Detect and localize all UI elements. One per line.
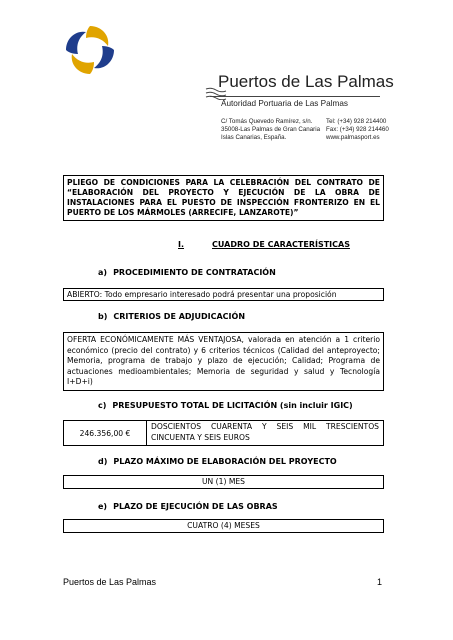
section-letter: d) — [98, 457, 108, 466]
logo-swirl-gold-top — [86, 26, 108, 46]
budget-amount-words: DOSCIENTOS CUARENTA Y SEIS MIL TRESCIENTOS CINCUENTA Y SEIS EUROS — [151, 422, 379, 442]
logo-swirl-gold-bottom — [72, 54, 94, 74]
contact-fax: Fax: (+34) 928 214460 — [326, 126, 389, 134]
wave-lines-decoration — [205, 86, 227, 100]
section-label: PRESUPUESTO TOTAL DE LICITACIÓN (sin incluir IGIC) — [112, 401, 353, 410]
section-a-heading — [98, 268, 276, 277]
logo-swirl-blue-left — [66, 32, 86, 54]
footer-org: Puertos de Las Palmas — [63, 577, 157, 587]
port-authority-logo — [62, 22, 118, 78]
section-heading-main — [178, 240, 350, 249]
budget-box — [63, 420, 384, 446]
procedure-box: ABIERTO: Todo empresario interesado podrá presentar una proposición — [63, 288, 384, 301]
budget-amount: 246.356,00 € — [64, 421, 147, 445]
contact-phone: Tel: (+34) 928 214400 — [326, 118, 387, 125]
logo-swirl-blue-right — [94, 46, 114, 68]
address-line: 35008-Las Palmas de Gran Canaria — [221, 126, 321, 134]
section-e-heading — [98, 502, 278, 511]
document-title: PLIEGO DE CONDICIONES PARA LA CELEBRACIÓN DEL CONTRATO DE “ELABORACIÓN DEL PROYECTO Y EJECUCIÓN DE LA OBRA DE INSTALACIONES PARA EL PUESTO DE INSPECCIÓN FRONTERIZO EN EL PUERTO DE LOS MÁRMOLES (ARRECIFE, LANZAROTE)” — [63, 175, 384, 221]
execution-deadline-box: CUATRO (4) MESES — [63, 519, 384, 533]
award-criteria-box: OFERTA ECONÓMICAMENTE MÁS VENTAJOSA, valorada en atención a 1 criterio económico (precio del contrato) y 6 criterios técnicos (Calidad del anteproyecto; Memoria, programa de trabajo y plazo de ejecución; Calidad; Programa de actuaciones medioambientales; Memoria de seguridad y salud y Tecnología I+D+i) — [63, 332, 384, 391]
contact-block — [326, 118, 389, 143]
section-label: PLAZO DE EJECUCIÓN DE LAS OBRAS — [113, 502, 278, 511]
section-b-heading — [98, 312, 245, 321]
page-number: 1 — [377, 577, 383, 587]
section-c-heading — [98, 401, 353, 410]
address-line: C/ Tomás Quevedo Ramírez, s/n. — [221, 118, 313, 125]
section-label: CRITERIOS DE ADJUDICACIÓN — [113, 312, 246, 321]
section-label: PLAZO MÁXIMO DE ELABORACIÓN DEL PROYECTO — [113, 457, 337, 466]
section-d-heading — [98, 457, 337, 466]
section-letter: b) — [98, 312, 108, 321]
address-block — [221, 118, 320, 143]
section-number: I. — [178, 240, 185, 249]
project-deadline-box: UN (1) MES — [63, 475, 384, 489]
section-title: CUADRO DE CARACTERÍSTICAS — [212, 240, 350, 249]
section-letter: a) — [98, 268, 108, 277]
section-letter: c) — [98, 401, 107, 410]
address-line: Islas Canarias, España. — [221, 134, 287, 142]
contact-website: www.palmasport.es — [326, 134, 380, 142]
org-subtitle: Autoridad Portuaria de Las Palmas — [221, 99, 348, 108]
header-rule — [210, 96, 380, 97]
section-letter: e) — [98, 502, 108, 511]
section-label: PROCEDIMIENTO DE CONTRATACIÓN — [113, 268, 276, 277]
org-name: Puertos de Las Palmas — [218, 72, 394, 91]
